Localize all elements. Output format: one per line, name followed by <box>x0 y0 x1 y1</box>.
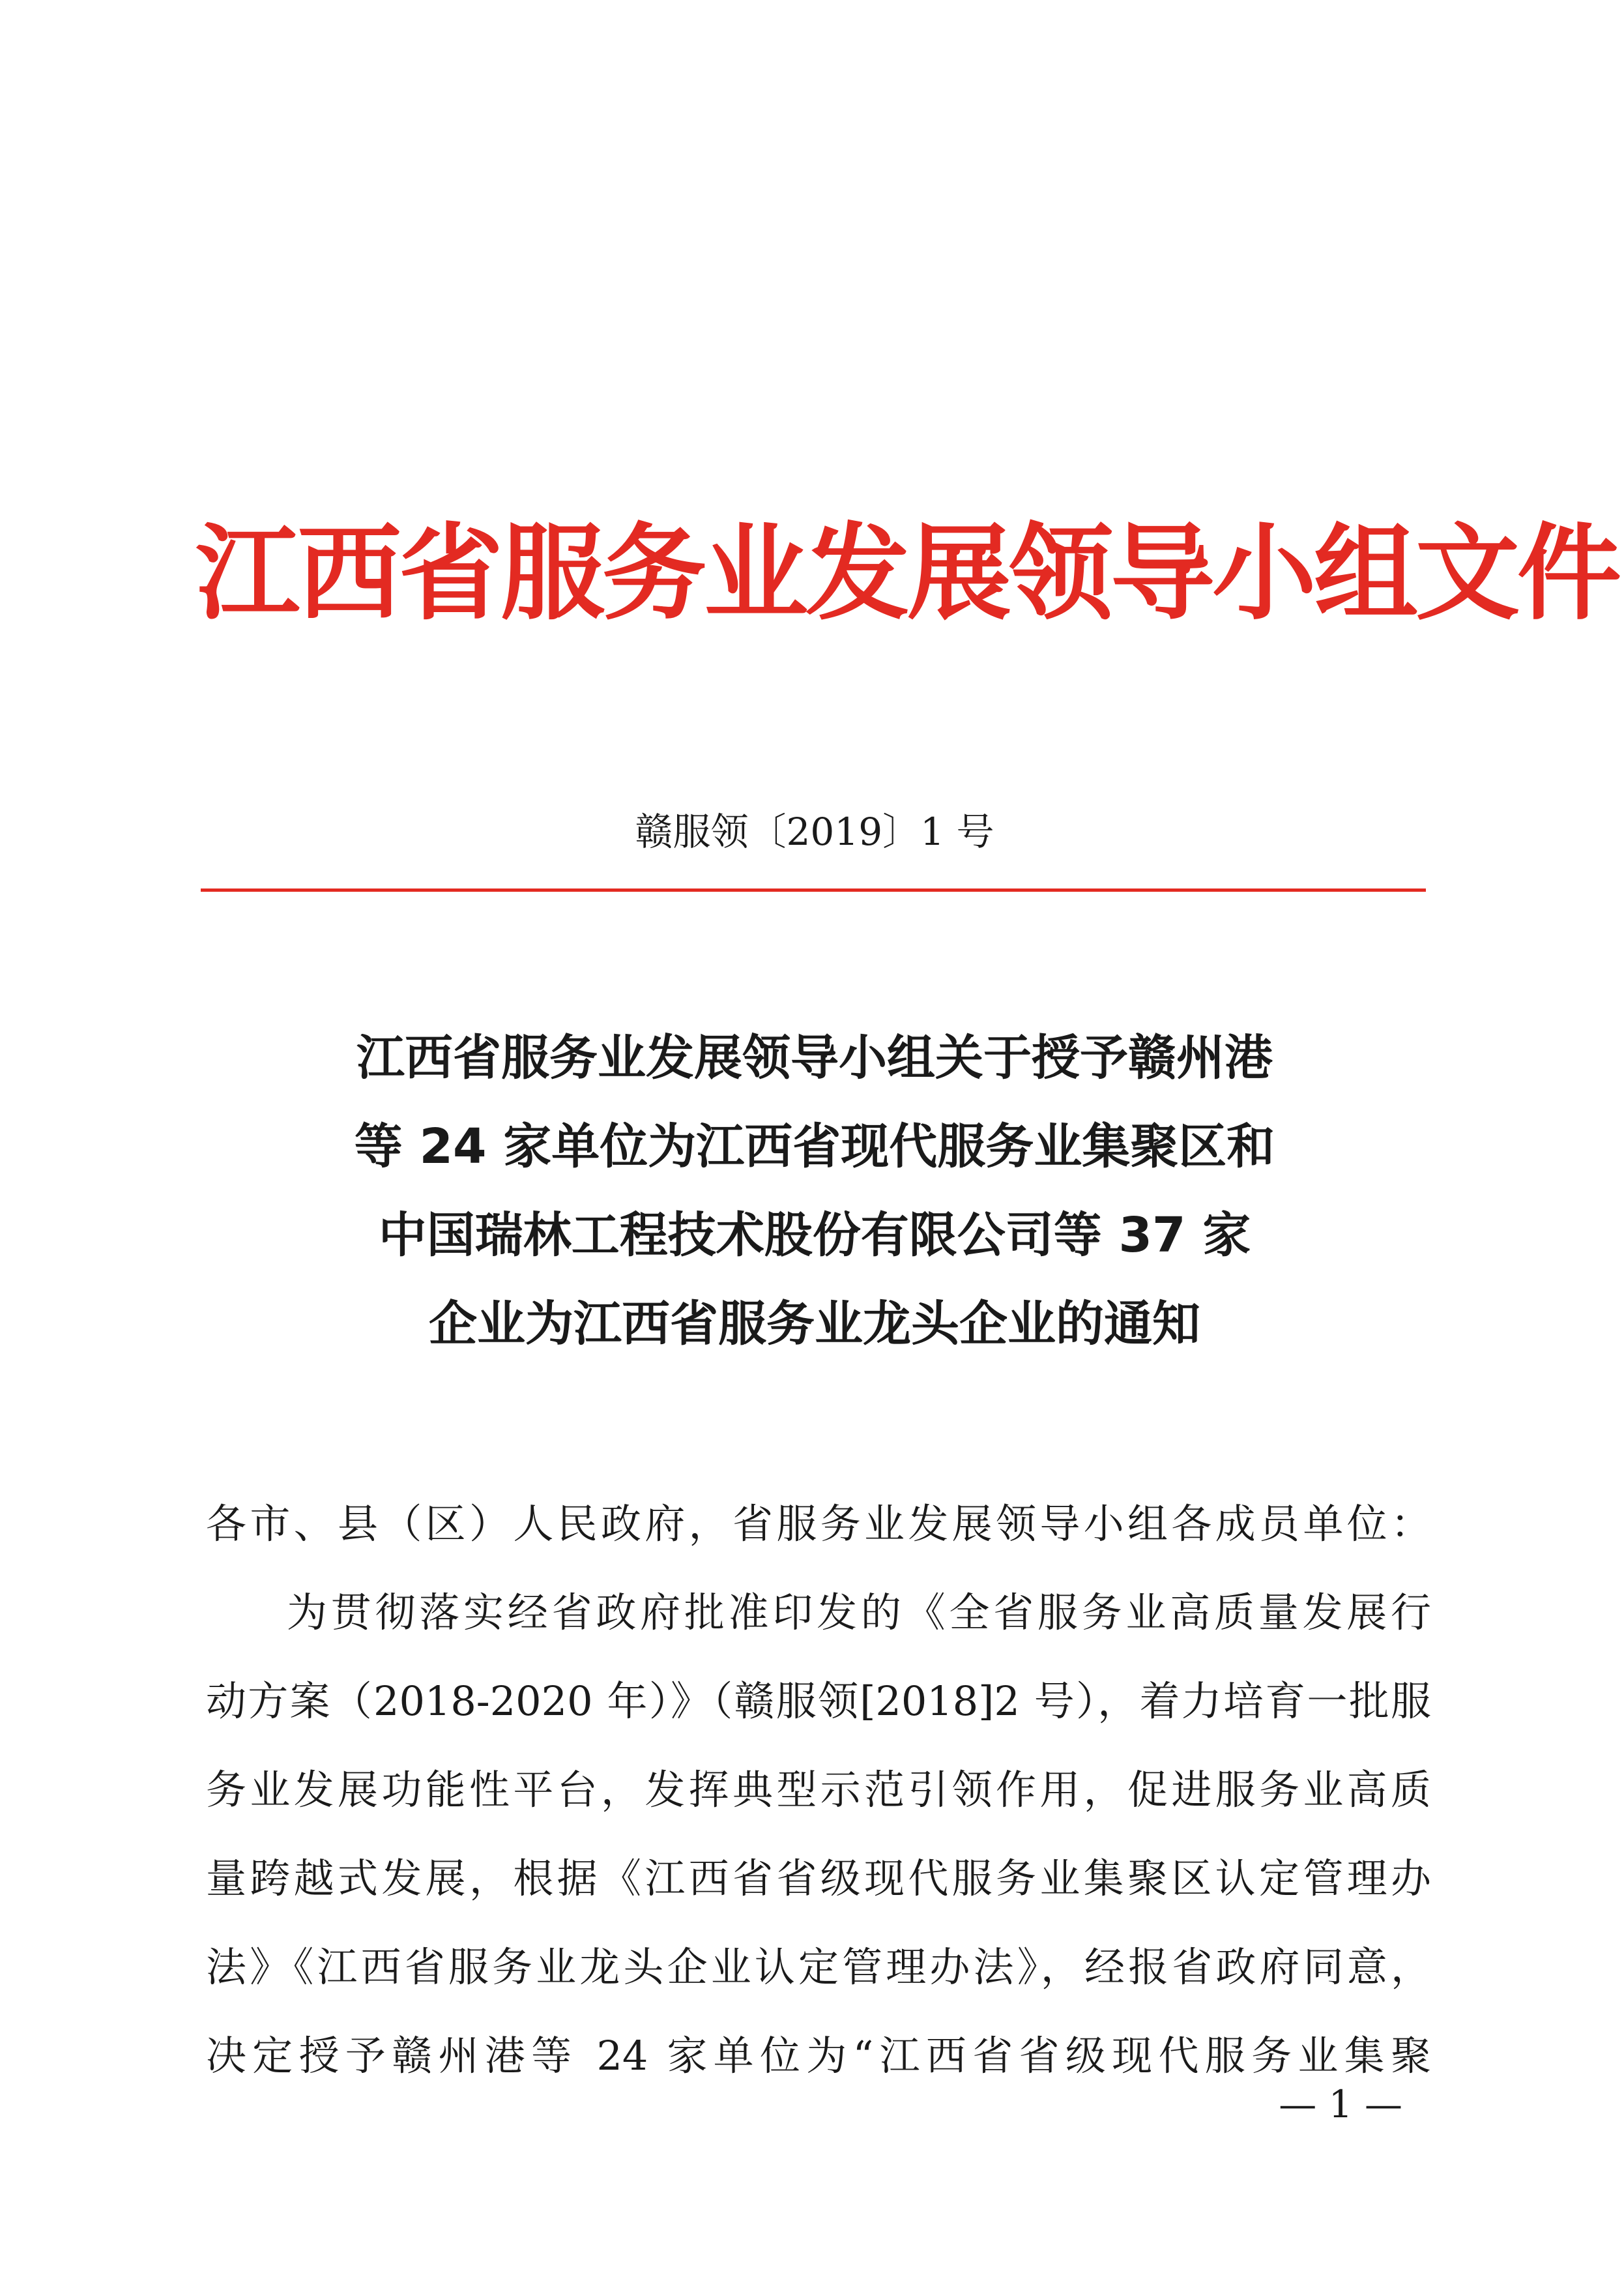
body-line: 动方案（2018-2020 年）》（赣服领[2018]2 号），着力培育一批服 <box>206 1677 1431 1725</box>
salutation: 各市、县（区）人民政府，省服务业发展领导小组各成员单位： <box>206 1500 1431 1548</box>
document-number: 赣服领〔2019〕1 号 <box>635 810 994 854</box>
title-line: 中国瑞林工程技术股份有限公司等 37 家 <box>378 1207 1251 1263</box>
document-masthead: 江西省服务业发展领导小组文件 <box>196 512 1619 634</box>
body-line: 量跨越式发展，根据《江西省省级现代服务业集聚区认定管理办 <box>206 1855 1431 1902</box>
document-body <box>206 1480 1431 2100</box>
body-line: 为贯彻落实经省政府批准印发的《全省服务业高质量发展行 <box>287 1589 1431 1636</box>
title-line: 江西省服务业发展领导小组关于授予赣州港 <box>356 1030 1273 1086</box>
document-title <box>196 1014 1434 1368</box>
page-number: — 1 — <box>1279 2082 1402 2126</box>
body-line: 决定授予赣州港等 24 家单位为“江西省省级现代服务业集聚 <box>206 2032 1431 2079</box>
red-separator-line <box>201 888 1426 892</box>
body-line: 法》《江西省服务业龙头企业认定管理办法》，经报省政府同意， <box>206 1943 1431 1991</box>
title-line: 等 24 家单位为江西省现代服务业集聚区和 <box>354 1119 1275 1175</box>
title-line: 企业为江西省服务业龙头企业的通知 <box>429 1296 1200 1352</box>
body-line: 务业发展功能性平台，发挥典型示范引领作用，促进服务业高质 <box>206 1766 1431 1813</box>
